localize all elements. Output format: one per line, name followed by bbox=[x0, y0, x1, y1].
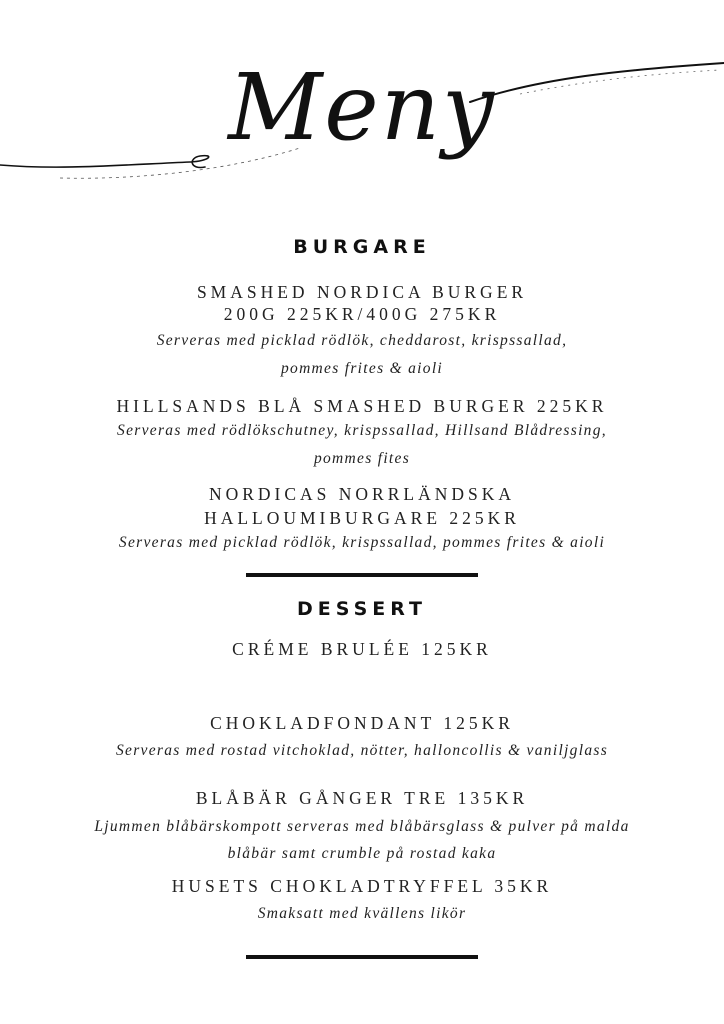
item-name: SMASHED NORDICA BURGER bbox=[196, 282, 528, 302]
item-description: Serveras med picklad rödlök, krispssallad, pommes frites & aioli bbox=[118, 534, 606, 551]
item-name: CHOKLADFONDANT 125KR bbox=[210, 713, 514, 733]
item-description: Serveras med picklad rödlök, cheddarost, krispssallad, bbox=[156, 332, 568, 349]
item-name: HALLOUMIBURGARE 225KR bbox=[204, 508, 520, 528]
item-description: Ljummen blåbärskompott serveras med blåbärsglass & pulver på malda bbox=[94, 818, 630, 835]
section-divider bbox=[246, 573, 478, 577]
item-description: Serveras med rostad vitchoklad, nötter, halloncollis & vaniljglass bbox=[115, 742, 609, 759]
item-description: blåbär samt crumble på rostad kaka bbox=[227, 845, 497, 862]
item-name: HUSETS CHOKLADTRYFFEL 35KR bbox=[171, 876, 553, 896]
section-divider bbox=[246, 955, 478, 959]
section-heading-dessert: DESSERT bbox=[297, 598, 427, 620]
item-description: pommes frites & aioli bbox=[280, 360, 444, 377]
menu-title: Meny bbox=[228, 54, 496, 161]
item-name: CRÉME BRULÉE 125KR bbox=[232, 639, 492, 659]
item-description: Serveras med rödlökschutney, krispssallad, Hillsand Blådressing, bbox=[117, 422, 607, 439]
item-name: BLÅBÄR GÅNGER TRE 135KR bbox=[195, 788, 529, 808]
item-price: 200G 225KR/400G 275KR bbox=[223, 304, 501, 324]
section-heading-burgare: BURGARE bbox=[293, 236, 431, 258]
item-description: Smaksatt med kvällens likör bbox=[257, 905, 467, 922]
item-description: pommes fites bbox=[313, 450, 411, 467]
item-name: HILLSANDS BLÅ SMASHED BURGER 225KR bbox=[116, 396, 608, 416]
item-name: NORDICAS NORRLÄNDSKA bbox=[208, 484, 516, 504]
